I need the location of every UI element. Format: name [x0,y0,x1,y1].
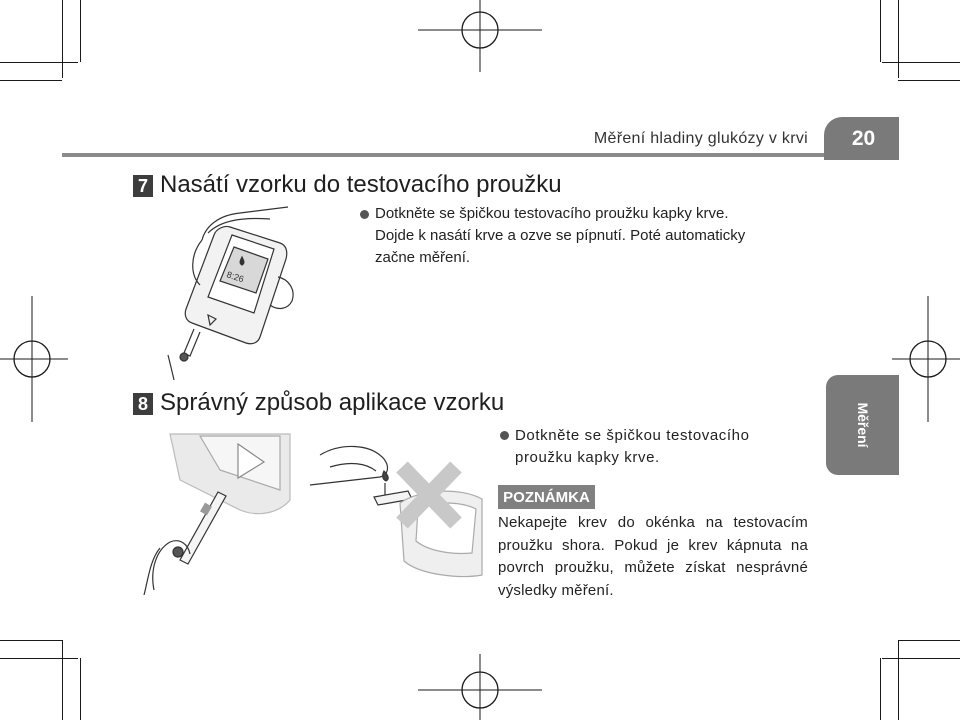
step-8-title: Správný způsob aplikace vzorku [160,389,505,416]
crop-mark [882,62,960,63]
meter-in-hand-illustration [160,205,305,380]
step-7-title: Nasátí vzorku do testovacího proužku [160,171,562,198]
svg-text:8:26: 8:26 [225,269,246,285]
crop-mark [880,0,881,62]
step-7-text [375,203,805,269]
registration-mark [418,0,542,72]
header-section-title: Měření hladiny glukózy v krvi [593,130,808,147]
registration-mark [0,296,68,422]
page-number: 20 [851,126,876,150]
crop-mark [898,80,960,81]
step-8-number: 8 [137,393,148,414]
step-8-line: Dotkněte se špičkou testovacího [515,427,750,444]
step-7-number: 7 [137,175,148,196]
crop-mark [0,658,78,659]
step-7-line: Dojde k nasátí krve a ozve se pípnutí. Poté automaticky [375,227,746,244]
note-text: Nekapejte krev do okénka na testovacím proužku shora. Pokud je krev kápnuta na povrch proužku, můžete získat nesprávné výsledky měření. [498,514,808,599]
step-8-line: proužku kapky krve. [515,449,660,466]
step-7-line: Dotkněte se špičkou testovacího proužku kapky krve. [375,205,729,222]
step-7-badge [133,175,153,197]
crop-mark [898,640,960,641]
header-rule [62,153,898,157]
bullet-icon [360,210,369,219]
crop-mark [62,0,63,78]
page-number-tab [824,117,899,160]
side-tab-mereni[interactable] [826,375,899,475]
crop-mark [0,640,62,641]
crop-mark [80,658,81,720]
correct-application-illustration [140,430,300,595]
crop-mark [898,640,899,720]
bullet-icon [500,431,509,440]
side-tab-label: Měření [854,402,871,448]
note-label: POZNÁMKA [498,485,595,509]
incorrect-application-illustration [300,425,485,580]
crop-mark [880,658,881,720]
crop-mark [882,658,960,659]
step-8-badge [133,393,153,415]
step-7-line: začne měření. [375,249,471,266]
crop-mark [62,640,63,720]
crop-mark [898,0,899,78]
registration-mark [418,654,542,720]
crop-mark [80,0,81,62]
crop-mark [0,62,78,63]
crop-mark [0,80,62,81]
step-8-text [515,425,810,469]
registration-mark [892,296,960,422]
